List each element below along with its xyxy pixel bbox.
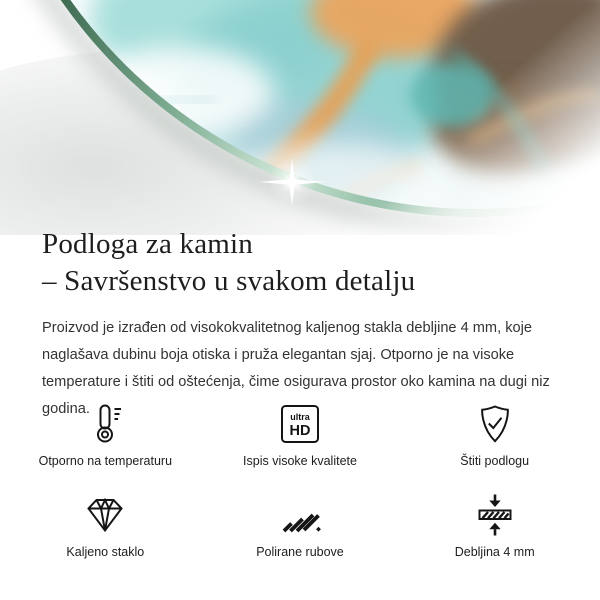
feature-print-quality: [203, 402, 398, 469]
feature-thickness: [397, 493, 592, 560]
svg-text:HD: HD: [289, 423, 311, 439]
feature-temperature: [8, 402, 203, 469]
feature-label: Ispis visoke kvalitete: [243, 454, 357, 468]
product-image-glass-pad: [0, 0, 600, 235]
thickness-icon: [472, 493, 518, 537]
feature-polished-edges: [203, 493, 398, 560]
feature-protects: [397, 402, 592, 469]
feature-tempered-glass: [8, 493, 203, 560]
svg-text:ultra: ultra: [290, 412, 310, 422]
feature-grid: [8, 402, 592, 560]
feature-label: Debljina 4 mm: [454, 545, 535, 559]
polished-edges-icon: [277, 493, 323, 537]
feature-label: Kaljeno staklo: [66, 545, 145, 559]
feature-label: Otporno na temperaturu: [38, 454, 173, 468]
feature-label: Štiti podlogu: [460, 454, 530, 468]
page-title-line1: Podloga za kamin: [42, 228, 253, 260]
page-title-line2: – Savršenstvo u svakom detalju: [42, 265, 416, 297]
page-title: [42, 226, 564, 300]
shield-check-icon: [472, 402, 518, 446]
ultra-hd-icon: [277, 402, 323, 446]
thermometer-icon: [82, 402, 128, 446]
product-description: Proizvod je izrađen od visokokvalitetnog kaljenog stakla debljine 4 mm, koje naglašava dubinu boja otiska i pruža elegantan sjaj. Otporno je na visoke temperature i štiti od oštećenja, čime osigurava prostor oko kamina na dugi niz godina.: [42, 320, 550, 417]
diamond-icon: [82, 493, 128, 537]
feature-label: Polirane rubove: [256, 545, 344, 559]
